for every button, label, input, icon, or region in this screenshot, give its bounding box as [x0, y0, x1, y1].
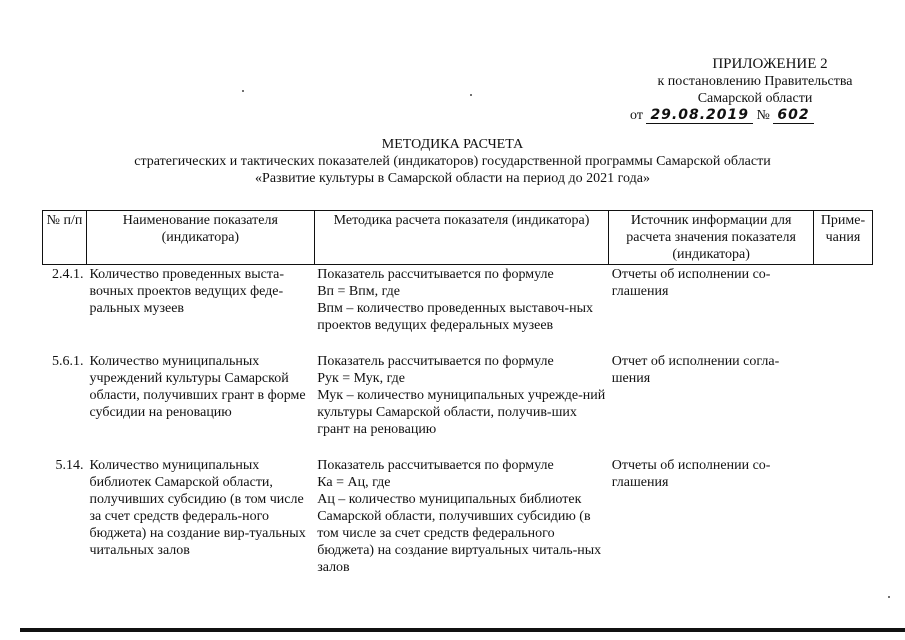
header-method: Методика расчета показателя (индикатора): [314, 211, 609, 265]
row-source: Отчеты об исполнении со-глашения: [611, 267, 771, 299]
scan-speck: [888, 596, 890, 598]
row-notes: [813, 265, 872, 353]
row-name: Количество проведенных выста-вочных проектов ведущих феде-ральных музеев: [89, 267, 285, 316]
document-title: МЕТОДИКА РАСЧЕТА: [381, 137, 524, 152]
table-row: [43, 265, 873, 353]
subtitle-line-2: «Развитие культуры в Самарской области на период до 2021 года»: [255, 171, 650, 186]
header-notes: Приме-чания: [813, 211, 872, 265]
appendix-date-line: [630, 107, 890, 124]
table-header-row: [43, 211, 873, 265]
handwritten-number: 602: [773, 107, 813, 124]
handwritten-date: 29.08.2019: [646, 107, 753, 124]
appendix-title: ПРИЛОЖЕНИЕ 2: [712, 56, 828, 72]
header-name: Наименование показателя (индикатора): [86, 211, 314, 265]
document-subtitle: [0, 153, 905, 187]
row-name: Количество муниципальных учреждений культуры Самарской области, получивших грант в форме субсидии на реновацию: [89, 354, 306, 420]
header-source: Источник информации для расчета значения показателя (индикатора): [609, 211, 814, 265]
table-row: [43, 456, 873, 594]
number-prefix: №: [756, 108, 770, 123]
subtitle-line-1: стратегических и тактических показателей (индикаторов) государственной программы Самарской области: [134, 154, 771, 169]
indicators-table: [42, 210, 873, 594]
row-notes: [813, 352, 872, 456]
appendix-ref-line1: к постановлению Правительства: [657, 74, 853, 89]
row-method: Показатель рассчитывается по формуле Рук = Мук, где Мук – количество муниципальных учрежде-ний культуры Самарской области, получив-ших грант на реновацию: [317, 354, 606, 437]
scan-speck: [242, 90, 244, 92]
row-num: 2.4.1.: [51, 267, 84, 282]
row-source: Отчет об исполнении согла-шения: [611, 354, 780, 386]
row-name: Количество муниципальных библиотек Самарской области, получивших субсидию (в том числе за счет средств федераль-ного бюджета) на создание вир-туальных читальных залов: [89, 458, 306, 558]
appendix-ref-line2: Самарской области: [697, 91, 813, 106]
table-row: [43, 352, 873, 456]
header-num: № п/п: [43, 211, 87, 265]
row-num: 5.14.: [55, 458, 84, 473]
page-bottom-rule: [20, 628, 905, 632]
row-source: Отчеты об исполнении со-глашения: [611, 458, 771, 490]
row-method: Показатель рассчитывается по формуле Вп = Впм, где Впм – количество проведенных выставоч-ных проектов ведущих федеральных музеев: [317, 267, 593, 333]
row-notes: [813, 456, 872, 594]
date-prefix: от: [630, 108, 643, 123]
row-num: 5.6.1.: [51, 354, 84, 369]
scan-speck: [470, 94, 472, 96]
appendix-block: [620, 56, 890, 124]
row-method: Показатель рассчитывается по формуле Ка = Ац, где Ац – количество муниципальных библиотек Самарской области, получивших субсидию (в том числе за счет средств федерального бюджета) на создание виртуальных читаль-ных залов: [317, 458, 602, 575]
